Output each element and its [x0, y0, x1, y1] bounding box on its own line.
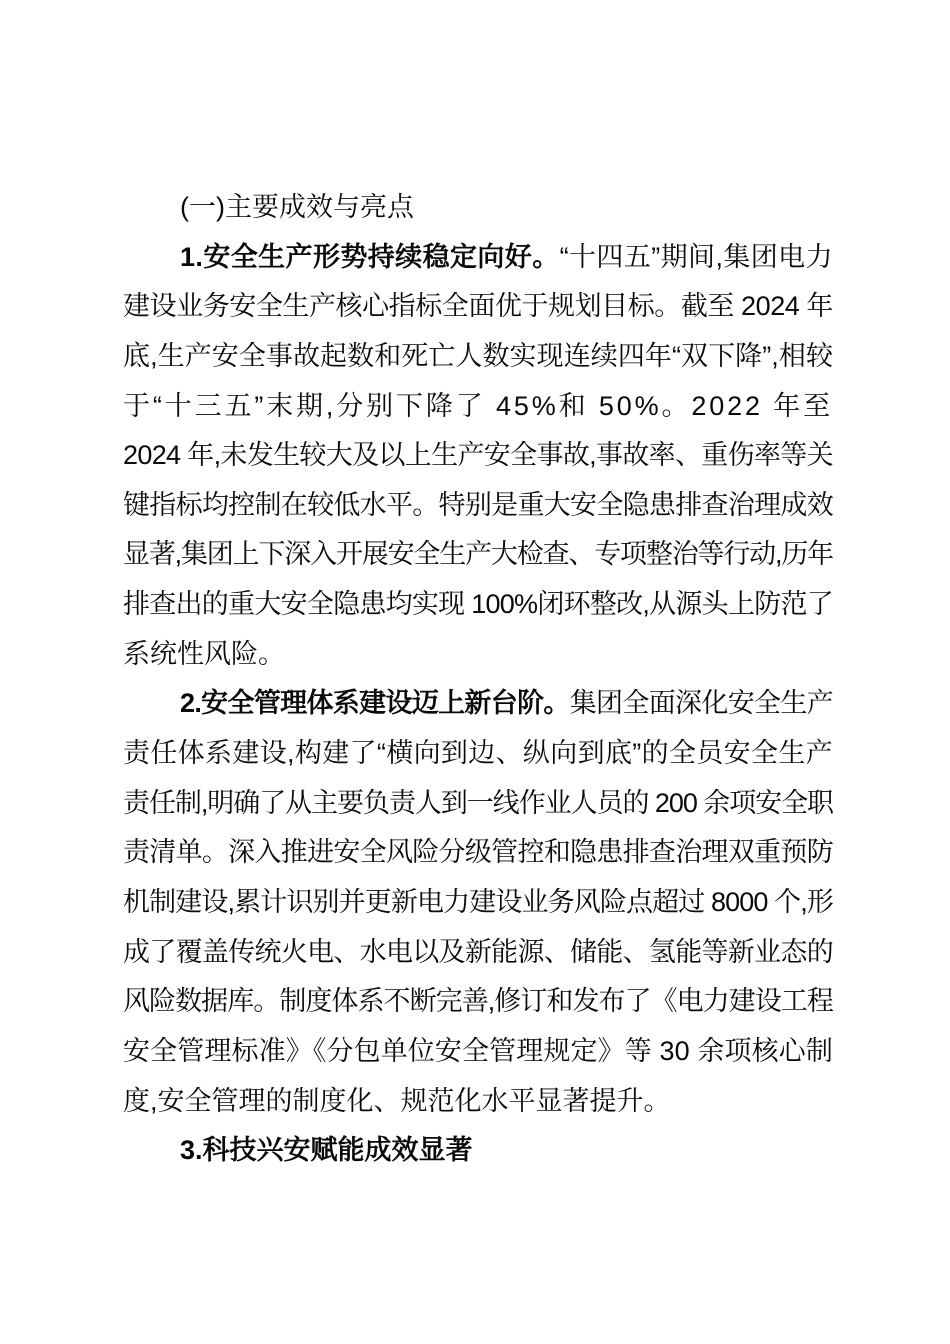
bold-lead-text: 1.安全生产形势持续稳定向好。: [180, 241, 560, 272]
line-content: [180, 233, 833, 283]
line-text: 成了覆盖传统火电、水电以及新能源、储能、氢能等新业态的: [123, 936, 833, 967]
line-text: 于“十三五”末期,分别下降了 45%和 50%。2022 年至: [123, 390, 833, 421]
line-content: [123, 530, 833, 580]
line-text: “十四五”期间,集团电力: [559, 241, 833, 272]
line-content: [123, 431, 833, 481]
line-content: [180, 679, 833, 729]
text-line: [123, 382, 833, 432]
line-content: [123, 828, 833, 878]
bold-lead-text: 2.安全管理体系建设迈上新台阶。: [180, 688, 570, 719]
line-text: 责任制,明确了从主要负责人到一线作业人员的 200 余项安全职: [123, 787, 834, 818]
line-text: 责清单。深入推进安全风险分级管控和隐患排查治理双重预防: [123, 837, 833, 868]
text-line: [123, 431, 833, 481]
text-line: [123, 1027, 833, 1077]
numbered-heading-line: [123, 1126, 833, 1176]
line-text: 显著,集团上下深入开展安全生产大检查、专项整治等行动,历年: [123, 539, 833, 570]
text-line: [123, 828, 833, 878]
text-line: [123, 729, 833, 779]
line-content: [123, 729, 833, 779]
line-text: 排查出的重大安全隐患均实现 100%闭环整改,从源头上防范了: [123, 589, 834, 620]
line-content: [123, 481, 833, 531]
line-content: [123, 332, 833, 382]
numbered-heading-line: [123, 679, 833, 729]
line-text: 机制建设,累计识别并更新电力建设业务风险点超过 8000 个,形: [123, 886, 834, 917]
line-content: [123, 630, 285, 680]
line-text: 建设业务安全生产核心指标全面优于规划目标。截至 2024 年: [123, 291, 833, 322]
line-text: 键指标均控制在较低水平。特别是重大安全隐患排查治理成效: [123, 489, 833, 520]
line-content: [123, 1027, 833, 1077]
line-text: 责任体系建设,构建了“横向到边、纵向到底”的全员安全生产: [123, 738, 834, 769]
line-content: [123, 382, 833, 432]
line-content: [123, 1077, 671, 1127]
text-line: [123, 530, 833, 580]
line-text: 2024 年,未发生较大及以上生产安全事故,事故率、重伤率等关: [123, 440, 833, 471]
line-content: [123, 928, 833, 978]
text-line: [123, 580, 833, 630]
line-content: [123, 878, 833, 928]
text-line: [123, 481, 833, 531]
line-content: [123, 977, 833, 1027]
line-text: 底,生产安全事故起数和死亡人数实现连续四年“双下降”,相较: [123, 340, 834, 371]
document-text-block: [123, 183, 833, 1176]
text-line: [123, 928, 833, 978]
bold-lead-text: 3.科技兴安赋能成效显著: [180, 1135, 473, 1166]
line-content: [180, 183, 414, 233]
line-content: [123, 779, 833, 829]
text-line: [123, 282, 833, 332]
text-line: [123, 1077, 833, 1127]
line-text: (一)主要成效与亮点: [180, 192, 414, 222]
text-line: [123, 977, 833, 1027]
line-text: 安全管理标准》《分包单位安全管理规定》等 30 余项核心制: [123, 1035, 833, 1066]
text-line: [123, 779, 833, 829]
line-text: 风险数据库。制度体系不断完善,修订和发布了《电力建设工程: [123, 986, 833, 1017]
text-line: [123, 878, 833, 928]
line-text: 度,安全管理的制度化、规范化水平显著提升。: [123, 1085, 671, 1116]
line-text: 集团全面深化安全生产: [569, 688, 833, 719]
section-heading-line: [123, 183, 833, 233]
line-content: [180, 1126, 473, 1176]
text-line: [123, 332, 833, 382]
line-content: [123, 282, 833, 332]
text-line: [123, 630, 833, 680]
line-text: 系统性风险。: [123, 638, 285, 669]
numbered-heading-line: [123, 233, 833, 283]
line-content: [123, 580, 833, 630]
